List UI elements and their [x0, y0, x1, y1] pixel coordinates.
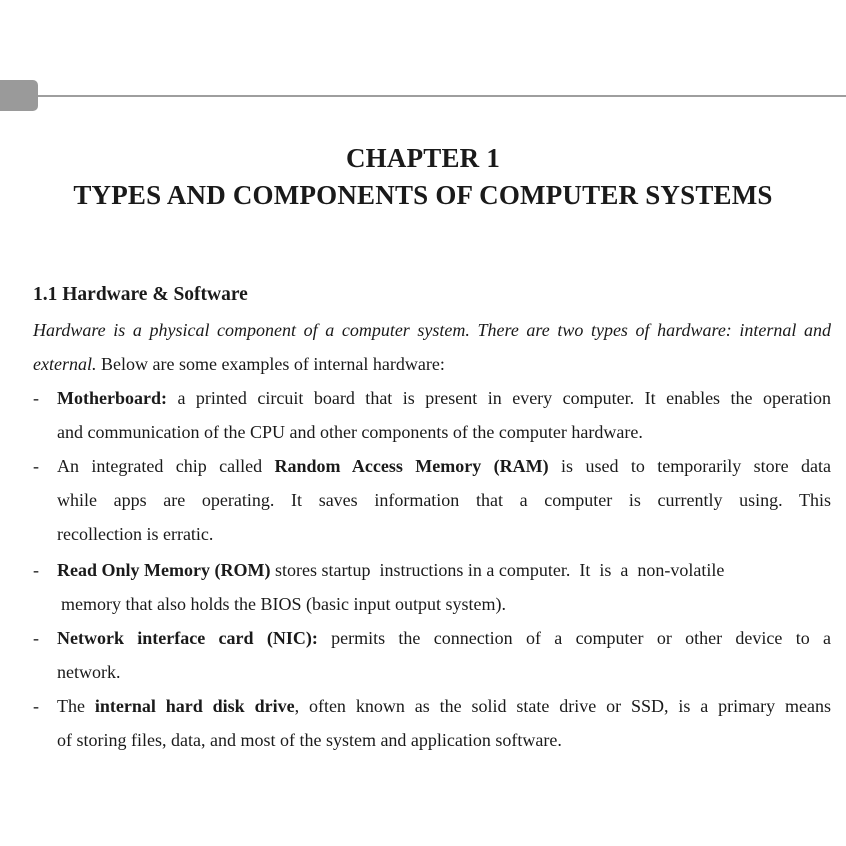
term-hdd: internal hard disk drive — [94, 696, 295, 716]
bullet-text: An integrated chip called — [57, 456, 275, 476]
intro-rest: Below are some examples of internal hardware: — [96, 354, 445, 374]
bullet-nic-line-1 — [57, 628, 831, 649]
term-motherboard: Motherboard: — [57, 388, 167, 408]
term-rom: Read Only Memory (ROM) — [57, 560, 271, 580]
bullet-dash: - — [33, 696, 39, 716]
bullet-motherboard-line-1 — [57, 388, 831, 409]
intro-line-2 — [33, 354, 807, 375]
intro-italic-1: Hardware is a physical component of a computer system. There are two types of hardware: internal and — [33, 320, 831, 340]
section-heading: 1.1 Hardware & Software — [33, 284, 248, 305]
bullet-text: is used to temporarily store data — [548, 456, 831, 476]
bullet-text: , often known as the solid state drive or SSD, is a primary means — [294, 696, 831, 716]
intro-line-1 — [33, 320, 831, 341]
bullet-text: The — [57, 696, 95, 716]
bullet-text: permits the connection of a computer or other device to a — [317, 628, 831, 648]
bullet-dash: - — [33, 456, 39, 476]
bullet-rom-line-2: memory that also holds the BIOS (basic input output system). — [61, 594, 506, 614]
bullet-ram-line-2: while apps are operating. It saves information that a computer is currently using. This — [57, 490, 831, 510]
bullet-motherboard-line-2: and communication of the CPU and other components of the computer hardware. — [57, 422, 643, 442]
chapter-title: TYPES AND COMPONENTS OF COMPUTER SYSTEMS — [73, 180, 773, 210]
bullet-text: a printed circuit board that is present in every computer. It enables the operation — [166, 388, 831, 408]
term-ram: Random Access Memory (RAM) — [274, 456, 549, 476]
bullet-hdd-line-1 — [57, 696, 831, 717]
bullet-rom-line-1 — [57, 560, 831, 581]
term-nic: Network interface card (NIC): — [57, 628, 318, 648]
bullet-ram-line-1 — [57, 456, 831, 477]
chapter-number: CHAPTER 1 — [345, 143, 501, 173]
bullet-hdd-line-2: of storing files, data, and most of the system and application software. — [57, 730, 562, 750]
bullet-ram-line-3: recollection is erratic. — [57, 524, 214, 544]
bullet-dash: - — [33, 628, 39, 648]
page-tab-marker — [0, 80, 38, 111]
bullet-nic-line-2: network. — [57, 662, 121, 682]
intro-italic-2: external. — [33, 354, 97, 374]
bullet-dash: - — [33, 560, 39, 580]
bullet-text: stores startup instructions in a computer. It is a non-volatile — [270, 560, 725, 580]
bullet-dash: - — [33, 388, 39, 408]
header-rule — [38, 95, 846, 97]
